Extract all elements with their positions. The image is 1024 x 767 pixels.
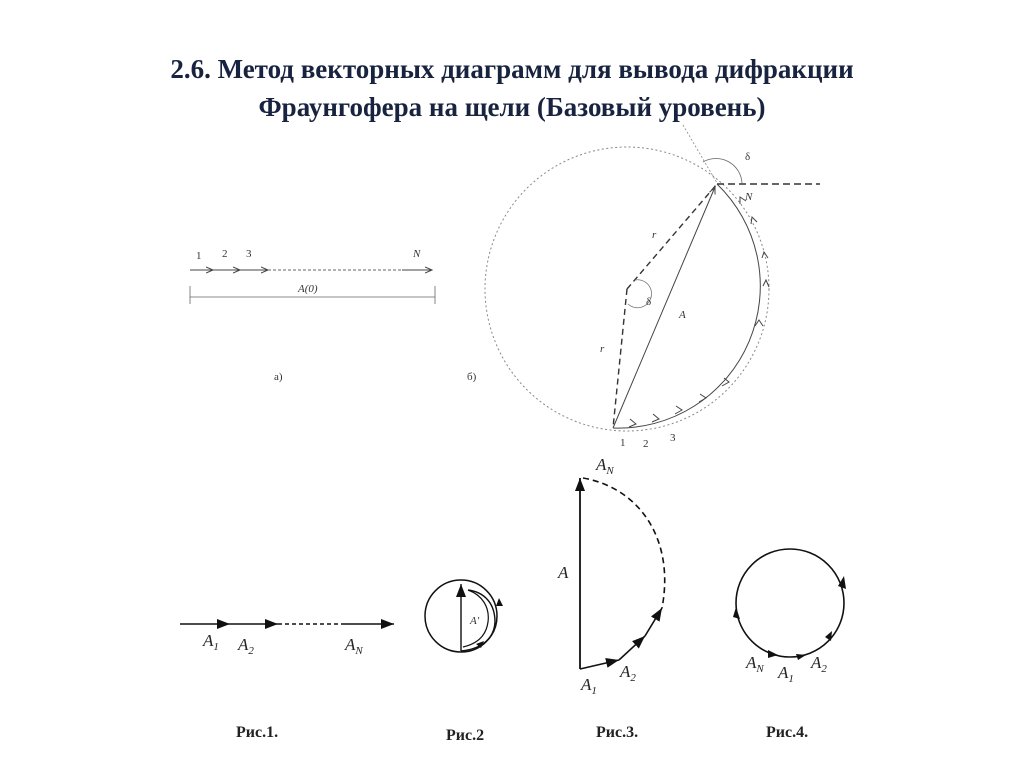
fig4-label-a2: $A_2$	[811, 653, 827, 675]
fig2	[425, 580, 503, 744]
fig1-label-a1: $A_1$	[203, 631, 219, 653]
radius-top-label: r	[652, 229, 657, 241]
fig1-label-an: $A_N$	[345, 635, 363, 657]
angle-center-label: δ	[646, 296, 652, 308]
fig2-caption: Рис.2	[446, 727, 485, 744]
label-n: N	[413, 248, 421, 260]
fig1-label-a2: $A_2$	[238, 635, 254, 657]
label-1: 1	[196, 250, 202, 262]
fig4	[733, 549, 846, 741]
label-2: 2	[222, 248, 228, 260]
figure-a	[190, 248, 435, 383]
fig3-vector-a2	[619, 636, 645, 660]
angle-arc-top	[703, 158, 742, 183]
angle-top-label: δ	[745, 151, 751, 163]
fig4-label-an: $A_N$	[746, 653, 764, 675]
fig1	[180, 624, 394, 741]
resultant-label: A	[679, 309, 686, 321]
phasor-arc	[613, 184, 760, 428]
fig3-vector-a3	[645, 608, 662, 636]
label-3: 3	[246, 248, 252, 260]
fig4-arrow-bottom-3	[825, 631, 832, 641]
fig4-arrow-left	[733, 607, 740, 619]
radius-bottom	[613, 289, 627, 428]
resultant-vector	[613, 187, 715, 428]
fig2-label-a-prime: A′	[470, 615, 480, 627]
fig3	[557, 455, 665, 741]
label-total: A(0)	[298, 283, 318, 295]
phasor-arrows	[629, 197, 769, 427]
fig3-label-a2: $A_2$	[620, 662, 636, 684]
radius-bottom-label: r	[600, 343, 605, 355]
title-line-1: 2.6. Метод векторных диаграмм для вывода дифракции	[170, 54, 854, 84]
arc-label-1: 1	[620, 437, 626, 449]
radius-top	[627, 184, 717, 289]
fig4-caption: Рис.4.	[766, 724, 809, 741]
fig3-dashed-arc	[583, 478, 665, 608]
figure-b	[467, 125, 820, 450]
fig1-caption: Рис.1.	[236, 724, 279, 741]
fig3-caption: Рис.3.	[596, 724, 639, 741]
fig3-label-a: A	[558, 563, 569, 582]
tangent-extension	[683, 125, 717, 183]
title-line-2: Фраунгофера на щели (Базовый уровень)	[258, 92, 766, 122]
figure-a-label: а)	[274, 371, 283, 383]
arc-label-3: 3	[670, 432, 676, 444]
fig4-label-a1: $A_1$	[778, 663, 794, 685]
fig4-arrow-bottom-1	[768, 650, 778, 658]
fig3-label-a1: $A_1$	[581, 675, 597, 697]
fig3-vector-a1	[580, 660, 619, 669]
fig3-label-an: $A_N$	[596, 455, 614, 477]
fig4-arrow-bottom-2	[796, 654, 806, 660]
figure-b-label: б)	[467, 371, 477, 383]
arc-label-n: N	[745, 191, 753, 203]
arc-label-2: 2	[643, 438, 649, 450]
fig4-circle	[736, 549, 844, 657]
fig2-arrow-1	[496, 598, 503, 606]
